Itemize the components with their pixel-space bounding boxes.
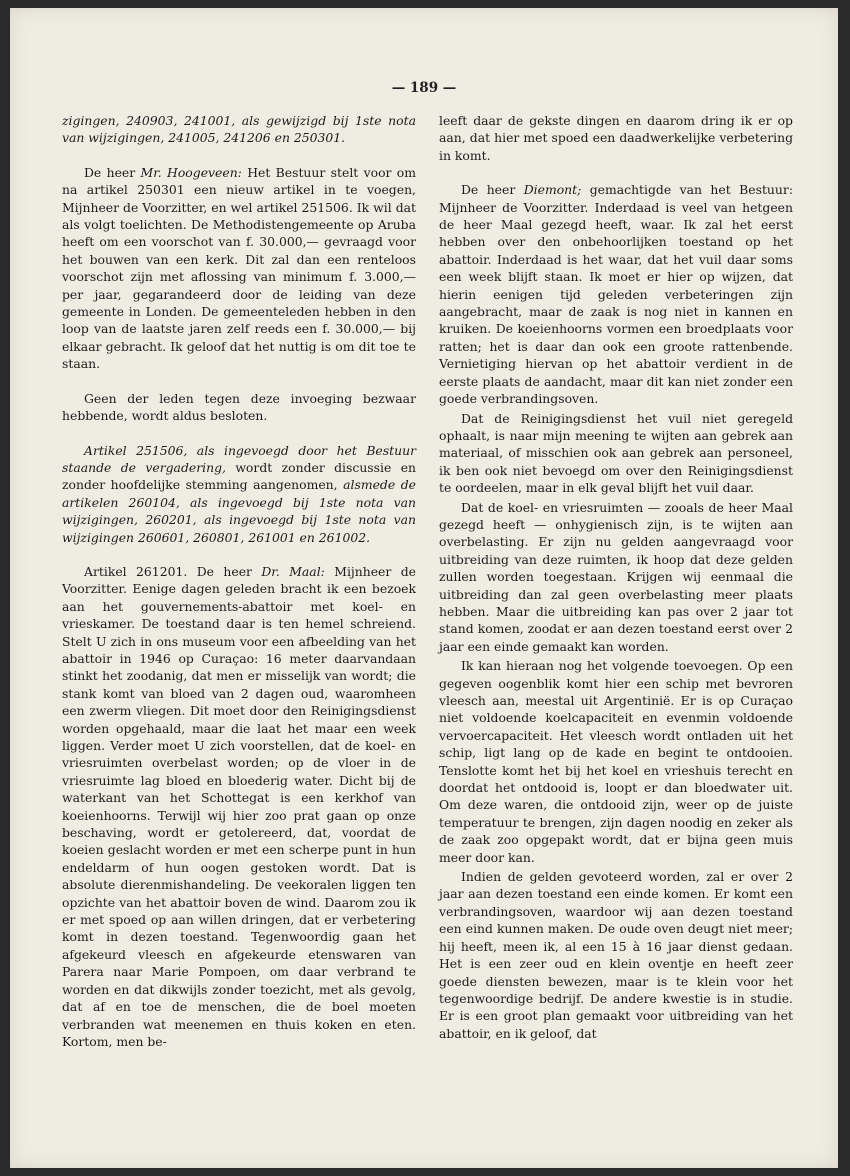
italic-text: zigingen, 240903, 241001, als gewijzigd bij 1ste nota van wijzigingen, 241005, 241206 en 250301. — [62, 113, 416, 146]
left-column — [62, 112, 416, 1050]
paragraph-right-4: Dat de koel- en vriesruimten — zooals de heer Maal gezegd heeft — onhygienisch zijn, is te wijten aan overbelasting. Er zijn nu gelden aangevraagd voor uitbreiding van deze ruimten, ik hoop dat deze gelden zullen worden toegestaan. Krijgen wij eenmaal die uitbreiding dan zal geen overbelasting meer plaats hebben. Maar die uitbreiding kan pas over 2 jaar tot stand komen, zoodat er aan dezen toestand eerst over 2 jaar een einde gemaakt kan worden. — [439, 499, 793, 654]
text: wordt zonder discussie en zonder hoofdelijke stemming aangenomen, — [62, 459, 417, 493]
text: gemachtigde van het Bestuur: Mijnheer de Voorzitter. Inderdaad is veel van hetgeen de heer Maal gezegd heeft, waar. Ik zal het eerst hebben over den onbehoorlijken toestand op het abattoir. Inderdaad is het waar, dat het vuil daar soms een week blijft staan. Ik moet er hier op wijzen, dat hierin eenigen tijd geleden verbeteringen zijn aangebracht, maar de zaak is nog niet in kannen en kruiken. De koeienhoorns vormen een broedplaats voor ratten; het is daar dan ook een groote rattenbende. Vernietiging hiervan op het abattoir verdient in de eerste plaats de aandacht, maar dit kan niet zonder een goede verbrandingsoven. — [439, 182, 793, 407]
text: De heer — [84, 164, 141, 180]
document-page — [10, 8, 838, 1168]
paragraph-left-3: Geen der leden tegen deze invoeging bezwaar hebbende, wordt aldus besloten. — [62, 390, 416, 424]
paragraph-right-3: Dat de Reinigingsdienst het vuil niet geregeld ophaalt, is naar mijn meening te wijten aan gebrek aan materiaal, of misschien ook aan gebrek aan personeel, ik ben ook niet bevoegd om over den Reinigingsdienst te oordeelen, maar in elk geval blijft het vuil daar. — [439, 410, 793, 496]
speaker-name: Dr. Maal: — [261, 563, 325, 579]
page-number: — 189 — — [391, 80, 457, 96]
paragraph-left-5 — [62, 563, 416, 1050]
text: Mijnheer de Voorzitter. Eenige dagen geleden bracht ik een bezoek aan het gouvernements-abattoir met koel- en vrieskamer. De toestand daar is ten hemel schreiend. Stelt U zich in ons museum voor een afbeelding van het abattoir in 1946 op Curaçao: 16 meter daarvandaan stinkt het zoodanig, dat men er misselijk van wordt; die stank komt van bloed van 2 dagen oud, waaromheen een zwerm vliegen. Dit moet door den Reinigingsdienst worden opgehaald, maar die laat het maar een week liggen. Verder moet U zich voorstellen, dat de koel- en vriesruimten overbelast worden; op de vloer in de vriesruimte lag bloed en bloederig water. Dicht bij de waterkant van het Schottegat is een kerkhof van koeienhoorns. Terwijl wij hier zoo prat gaan op onze beschaving, wordt er getolereerd, dat, voordat de koeien geslacht worden er met een scherpe punt in hun endeldarm of hun oogen gestoken wordt. Dat is absolute dierenmishandeling. De veekoralen liggen ten opzichte van het abattoir boven de wind. Daarom zou ik er met spoed op aan willen dringen, dat er verbetering komt in dezen toestand. Tegenwoordig gaan het afgekeurd vleesch en afgekeurde etenswaren van Parera naar Marie Pompoen, om daar verbrand te worden en dat dikwijls zonder toezicht, met als gevolg, dat af en toe de menschen, die de boel moeten verbranden wat meenemen en thuis koken en eten. Kortom, men be- — [62, 563, 416, 1049]
italic-text: Artikel 251506, als ingevoegd door het Bestuur staande de vergadering, — [62, 442, 416, 475]
paragraph-left-4 — [62, 442, 416, 546]
right-column — [439, 112, 793, 1042]
paragraph-right-5: Ik kan hieraan nog het volgende toevoegen. Op een gegeven oogenblik komt hier een schip met bevroren vleesch aan, meestal uit Argentinië. Er is op Curaçao niet voldoende koelcapaciteit en evenmin voldoende vervoercapaciteit. Het vleesch wordt ontladen uit het schip, ligt lang op de kade en begint te ontdooien. Tenslotte komt het bij het koel en vrieshuis terecht en doordat het ontdooid is, loopt er dan bloedwater uit. Om deze waren, die ontdooid zijn, weer op de juiste temperatuur te brengen, zijn dagen noodig en zeker als de zaak zoo opgepakt wordt, dat er bijna geen muis meer door kan. — [439, 658, 793, 865]
text: Artikel 261201. De heer — [84, 563, 262, 579]
italic-text: alsmede de artikelen 260104, als ingevoegd bij 1ste nota van wijzigingen, 260201, als ingevoegd bij 1ste nota van wijzigingen 260601, 260801, 261001 en 261002. — [62, 477, 416, 545]
paragraph-right-6: Indien de gelden gevoteerd worden, zal er over 2 jaar aan dezen toestand een einde komen. Er komt een verbrandingsoven, waardoor wij aan dezen toestand een eind kunnen maken. De oude oven deugt niet meer; hij heeft, meen ik, al een 15 à 16 jaar dienst gedaan. Het is een zeer oud en klein oventje en heeft zeer goede diensten bewezen, maar is te klein voor het tegenwoordige bedrijf. De andere kwestie is in studie. Er is een groot plan gemaakt voor uitbreiding van het abattoir, en ik geloof, dat — [439, 869, 793, 1041]
text: Het Bestuur stelt voor om na artikel 250301 een nieuw artikel in te voegen, Mijnheer de Voorzitter, en wel artikel 251506. Ik wil dat als volgt toelichten. De Methodistengemeente op Aruba heeft om een voorschot van f. 30.000,— gevraagd voor het bouwen van een kerk. Dit zal dan een renteloos voorschot zijn met aflossing van minimum f. 3.000,— per jaar, gegarandeerd door de leiding van deze gemeente in Londen. De gemeenteleden hebben in den loop van de laatste jaren zelf reeds een f. 30.000,— bij elkaar gebracht. Ik geloof dat het nuttig is om dit toe te staan. — [62, 164, 416, 372]
paragraph-right-1: leeft daar de gekste dingen en daarom dring ik er op aan, dat hier met spoed een daadwerkelijke verbetering in komt. — [439, 113, 793, 163]
paragraph-left-2 — [62, 164, 416, 373]
paragraph-right-2 — [439, 181, 793, 407]
speaker-name: Mr. Hoogeveen: — [140, 164, 242, 180]
speaker-name: Diemont; — [523, 182, 582, 198]
paragraph-left-1 — [62, 112, 416, 147]
text: De heer — [461, 182, 524, 198]
